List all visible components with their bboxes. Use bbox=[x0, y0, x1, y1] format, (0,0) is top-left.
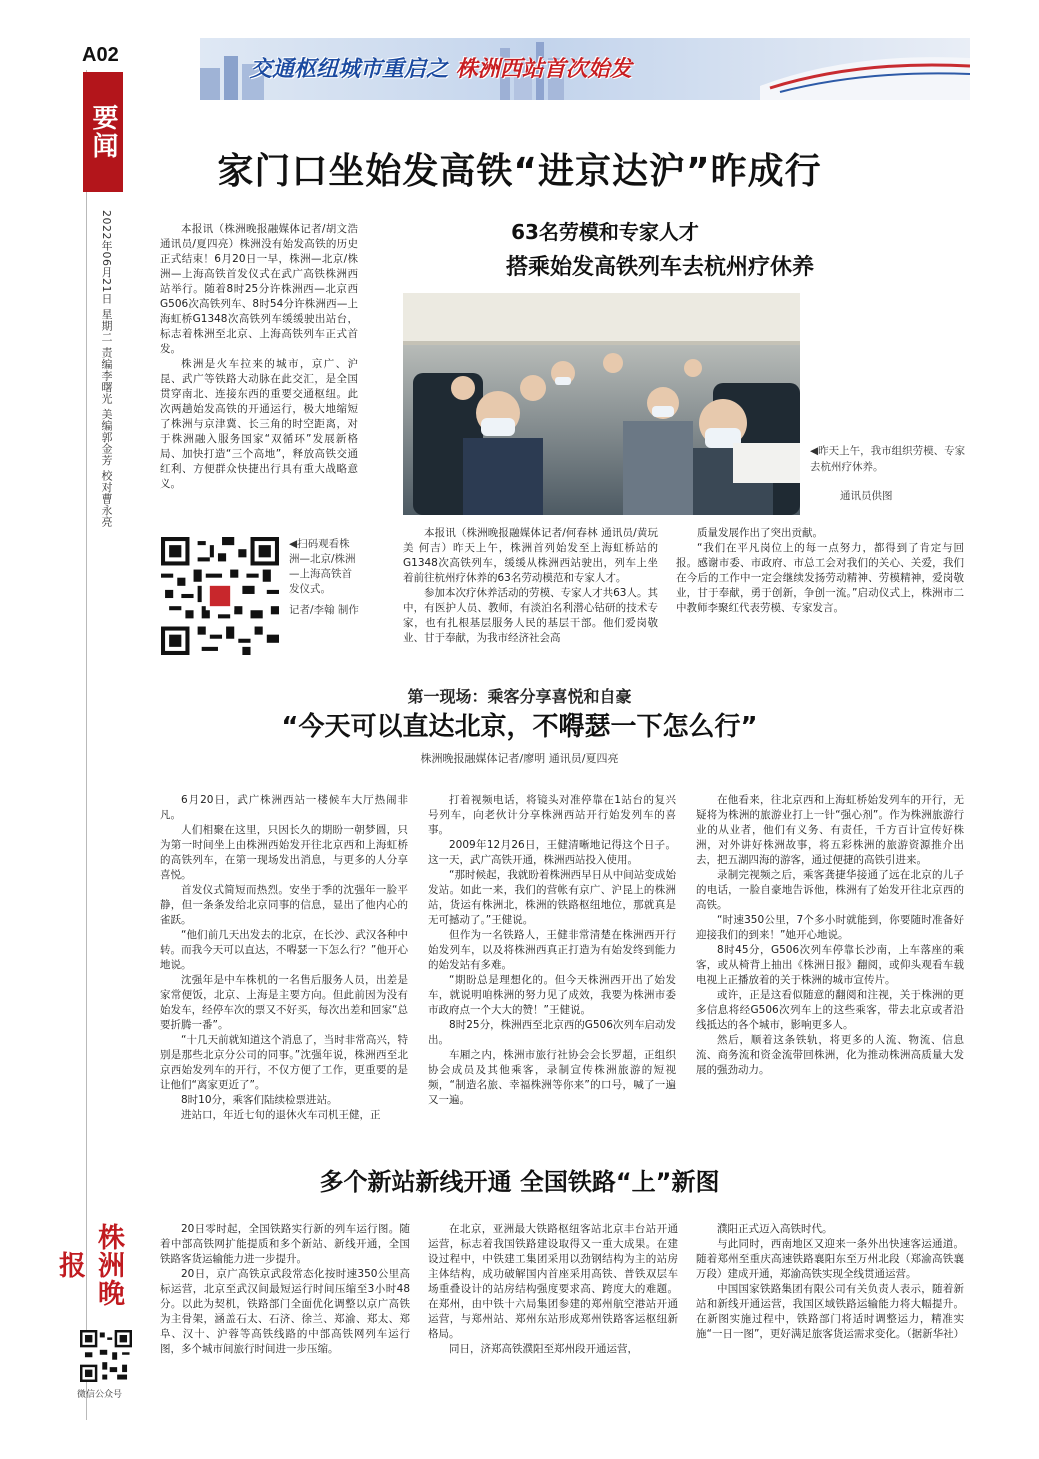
paragraph: 8时10分，乘客们陆续检票进站。 bbox=[181, 1094, 338, 1106]
story3-body-col1 bbox=[160, 793, 408, 1123]
story4-body-col3 bbox=[696, 1222, 964, 1342]
paragraph: 8时45分，G506次列车停靠长沙南，上车落座的乘客，或从椅背上抽出《株洲日报》翻阅，或仰头观看车载电视上正播放着的关于株洲的城市宣传片。 bbox=[696, 944, 964, 986]
story3-body-col3 bbox=[696, 793, 964, 1078]
paragraph: 濮阳正式迈入高铁时代。 bbox=[717, 1223, 833, 1235]
wechat-qr-label: 微信公众号 bbox=[77, 1390, 123, 1400]
paragraph: 参加本次疗休养活动的劳模、专家人才共63人。其中，有医护人员、教师，有淡泊名利潜心钻研的技术专家，也有扎根基层服务人民的基层干部。他们爱岗敬业、甘于奉献，为我市经济社会高 bbox=[403, 587, 658, 644]
paragraph: 株洲是火车拉来的城市，京广、沪昆、武广等铁路大动脉在此交汇，是全国贯穿南北、连接东西的重要交通枢纽。此次两趟始发高铁的开通运行，极大地缩短了株洲与京津冀、长三角的时空距离，对于株洲融入服务国家“双循环”发展新格局、加快打造“三个高地”，释放高铁交通红利、方便群众快捷出行具有重大战略意义。 bbox=[160, 358, 358, 490]
paragraph: 质量发展作出了突出贡献。 bbox=[697, 527, 823, 539]
paragraph: “我们在平凡岗位上的每一点努力，都得到了肯定与回报。感谢市委、市政府、市总工会对我们的关心、关爱，我们在今后的工作中一定会继续发扬劳动精神、劳模精神，爱岗敬业，甘于奉献，勇于创新，争创一流。”启动仪式上，株洲市二中教师李聚红代表劳模、专家发言。 bbox=[676, 542, 964, 614]
train-passengers-photo bbox=[403, 293, 800, 515]
paragraph: 本报讯（株洲晚报融媒体记者/何春林 通讯员/黄玩美 何吉）昨天上午，株洲首列始发至上海虹桥站的G1348次高铁列车，缓缓从株洲西站驶出，列车上坐着前往杭州疗休养的63名劳动模范和专家人才。 bbox=[403, 527, 658, 584]
paragraph: 首发仪式简短而热烈。安坐于季的沈强年一脸平静，但一条条发给北京同事的信息，显出了他内心的雀跃。 bbox=[160, 884, 408, 926]
paragraph: 人们相聚在这里，只因长久的期盼一朝梦圆，只为第一时间坐上由株洲西始发开往北京西和上海虹桥的高铁列车，在第一现场发出消息，与更多的人分享喜悦。 bbox=[160, 824, 408, 881]
paragraph: 录制完视频之后，乘客龚捷华接通了远在北京的儿子的电话，一脸自豪地告诉他，株洲有了始发开往北京西的高铁。 bbox=[696, 869, 964, 911]
paragraph: 在北京，亚洲最大铁路枢纽客站北京丰台站开通运营，标志着我国铁路建设取得又一重大成果。在建设过程中，中铁建工集团采用以劲钢结构为主的站房主体结构，成功破解国内首座采用高铁、普铁双层车场重叠设计的站房结构强度要求高、跨度大的难题。在郑州，由中铁十六局集团参建的郑州航空港站开通运营，与郑州站、郑州东站形成郑州铁路客运枢纽新格局。 bbox=[428, 1223, 678, 1340]
paragraph: 2009年12月26日，王健清晰地记得这个日子。这一天，武广高铁开通，株洲西站投入使用。 bbox=[428, 839, 676, 866]
story1-body bbox=[160, 222, 358, 492]
story3-body-col2 bbox=[428, 793, 676, 1108]
story4-body-col2 bbox=[428, 1222, 678, 1357]
banner-title bbox=[250, 52, 632, 83]
qr-caption bbox=[289, 537, 359, 618]
paragraph: 打着视频电话，将镜头对准停靠在1站台的复兴号列车，向老伙计分享株洲西站开行始发列车的喜事。 bbox=[428, 794, 676, 836]
paragraph: 20日，京广高铁京武段常态化按时速350公里高标运营，北京至武汉间最短运行时间压缩至3小时48分。以此为契机，铁路部门全面优化调整以京广高铁为主骨架，涵盖石太、石济、徐兰、郑渝、郑太、郑阜、汉十、沪蓉等高铁线路的中部高铁网列车运行图，多个城市间旅行时间进一步压缩。 bbox=[160, 1268, 410, 1355]
paragraph: “时速350公里，7个多小时就能到，你要随时准备好迎接我们的到来！”她开心地说。 bbox=[696, 914, 964, 941]
paragraph: 但作为一名铁路人，王健非常清楚在株洲西开行始发列车，以及将株洲西真正打造为有始发终到能力的始发站有多难。 bbox=[428, 929, 676, 971]
story3-kicker: 第一现场：乘客分享喜悦和自豪 bbox=[407, 687, 632, 706]
newspaper-brand: 株洲晚报 bbox=[54, 1223, 124, 1307]
paragraph: 沈强年是中车株机的一名售后服务人员，出差是家常便饭，北京、上海是主要方向。但此前因为没有始发车，经停车次的票又不好买，每次出差和回家“总要折腾一番”。 bbox=[160, 974, 408, 1031]
story2-body-col1 bbox=[403, 526, 658, 646]
section-tag: 要闻 bbox=[83, 72, 123, 192]
paragraph: 与此同时，西南地区又迎来一条外出快速客运通道。随着郑州至重庆高速铁路襄阳东至万州北段（郑渝高铁襄万段）建成开通，郑渝高铁实现全线贯通运营。 bbox=[696, 1238, 964, 1280]
banner-title-part2: 株洲西站首次始发 bbox=[455, 56, 632, 82]
paragraph: 或许，正是这看似随意的翻阅和注视，关于株洲的更多信息将经G506次列车上的这些乘客，带去北京或者沿线抵达的各个城市，影响更多人。 bbox=[696, 989, 964, 1031]
paragraph: 同日，济郑高铁濮阳至郑州段开通运营， bbox=[449, 1343, 638, 1355]
paragraph: 中国国家铁路集团有限公司有关负责人表示，随着新站和新线开通运营，我国区域铁路运输能力将大幅提升。在新图实施过程中，铁路部门将适时调整运力，精准实施“一日一图”，更好满足旅客货运需求变化。（据新华社） bbox=[696, 1283, 965, 1340]
paragraph: 然后，顺着这条铁轨，将更多的人流、物流、信息流、商务流和资金流带回株洲，化为推动株洲高质量大发展的强劲动力。 bbox=[696, 1034, 964, 1076]
paragraph: “期盼总是理想化的。但今天株洲西开出了始发车，就说明咱株洲的努力见了成效，我要为株洲市委市政府点一个大大的赞！”王健说。 bbox=[428, 974, 676, 1016]
qr-code-icon bbox=[161, 537, 279, 655]
main-headline: 家门口坐始发高铁“进京达沪”昨成行 bbox=[217, 151, 822, 192]
topic-banner bbox=[200, 38, 970, 100]
paragraph: “那时候起，我就盼着株洲西早日从中间站变成始发站。如此一来，我们的营帐有京广、沪昆上的株洲站，货运有株洲北，株洲的铁路枢纽地位，那就真是无可撼动了。”王健说。 bbox=[428, 869, 676, 926]
paragraph: 20日零时起，全国铁路实行新的列车运行图。随着中部高铁网扩能提质和多个新站、新线开通，全国铁路客货运输能力进一步提升。 bbox=[160, 1223, 410, 1265]
paragraph: 在他看来，往北京西和上海虹桥始发列车的开行，无疑将为株洲的旅游业打上一针“强心剂”。作为株洲旅游行业的从业者，他们有义务、有责任，千方百计宣传好株洲，对外讲好株洲故事，将五彩株洲的旅游资源推介出去，把五湖四海的游客，通过便捷的高铁引进来。 bbox=[696, 794, 964, 866]
qr-caption-text: ◀扫码观看株洲—北京/株洲—上海高铁首发仪式。 bbox=[289, 538, 356, 595]
edition-number: A02 bbox=[82, 44, 119, 66]
story3-headline: “今天可以直达北京，不嘚瑟一下怎么行” bbox=[281, 712, 758, 742]
dateline: 2022年06月21日 星期二 责编李曙光 美编郭金芳 校对曹永亮 bbox=[100, 210, 113, 528]
paragraph: 8时25分，株洲西至北京西的G506次列车启动发出。 bbox=[428, 1019, 676, 1046]
story2-subtitle-line1: 63名劳模和专家人才 bbox=[511, 220, 699, 244]
paragraph: 进站口，年近七旬的退休火车司机王健，正 bbox=[181, 1109, 381, 1121]
story4-body-col1 bbox=[160, 1222, 410, 1357]
story2-subtitle-line2: 搭乘始发高铁列车去杭州疗休养 bbox=[505, 255, 814, 280]
banner-title-part1: 交通枢纽城市重启之 bbox=[250, 56, 449, 82]
story4-headline: 多个新站新线开通 全国铁路“上”新图 bbox=[319, 1168, 720, 1196]
story3-byline: 株洲晚报融媒体记者/廖明 通讯员/夏四亮 bbox=[420, 752, 619, 765]
paragraph: “十几天前就知道这个消息了，当时非常高兴，特别是那些北京分公司的同事。”沈强年说，株洲西至北京西始发列车的开行，不仅方便了工作，更重要的是让他们“离家更近了”。 bbox=[160, 1034, 408, 1091]
wechat-qr-icon bbox=[80, 1330, 132, 1382]
paragraph: “他们前几天出发去的北京，在长沙、武汉各种中转。而我今天可以直达，不嘚瑟一下怎么行？”他开心地说。 bbox=[160, 929, 408, 971]
paragraph: 6月20日，武广株洲西站一楼候车大厅热闹非凡。 bbox=[160, 794, 408, 821]
paragraph: 本报讯（株洲晚报融媒体记者/胡文浩 通讯员/夏四亮）株洲没有始发高铁的历史正式结束！6月20日一早，株洲—北京/株洲—上海高铁首发仪式在武广高铁株洲西站举行。随着8时25分许株洲西—北京西G506次高铁列车、8时54分许株洲西—上海虹桥G1348次高铁列车缓缓驶出站台，标志着株洲至北京、上海高铁列车正式首发。 bbox=[160, 223, 358, 355]
photo-credit: 通讯员供图 bbox=[840, 490, 893, 502]
photo-caption: ◀昨天上午，我市组织劳模、专家去杭州疗休养。 bbox=[810, 445, 966, 473]
paragraph: 车厢之内，株洲市旅行社协会会长罗超，正组织协会成员及其他乘客，录制宣传株洲旅游的短视频，“制造名旅、幸福株洲等你来”的口号，喊了一遍又一遍。 bbox=[428, 1049, 676, 1106]
qr-caption-credit: 记者/李翰 制作 bbox=[289, 604, 359, 616]
story2-body-col2 bbox=[676, 526, 964, 616]
